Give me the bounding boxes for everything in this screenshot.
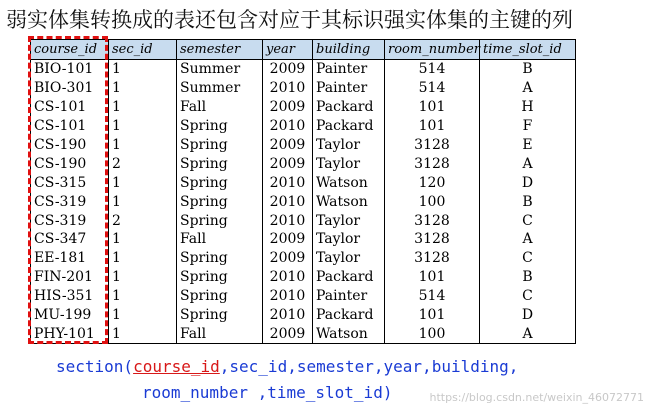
- cell-building: Watson: [313, 173, 385, 192]
- cell-room-number: 100: [385, 324, 480, 343]
- cell-year: 2009: [263, 98, 313, 117]
- cell-sec-id: 1: [109, 324, 177, 343]
- table-row: [31, 287, 576, 306]
- cell-sec-id: 2: [109, 154, 177, 173]
- column-header-sec-id: sec_id: [109, 40, 177, 60]
- table-row: [31, 98, 576, 117]
- cell-time-slot-id: A: [480, 230, 576, 249]
- cell-semester: Spring: [177, 306, 263, 325]
- cell-course-id: BIO-301: [31, 79, 109, 98]
- cell-year: 2009: [263, 249, 313, 268]
- cell-course-id: CS-190: [31, 136, 109, 155]
- cell-semester: Fall: [177, 324, 263, 343]
- cell-building: Taylor: [313, 249, 385, 268]
- table-row: [31, 192, 576, 211]
- column-header-room-number: room_number: [385, 40, 480, 60]
- cell-year: 2009: [263, 230, 313, 249]
- cell-building: Painter: [313, 60, 385, 79]
- cell-sec-id: 1: [109, 60, 177, 79]
- cell-room-number: 101: [385, 268, 480, 287]
- cell-building: Packard: [313, 98, 385, 117]
- cell-room-number: 514: [385, 60, 480, 79]
- table-row: [31, 211, 576, 230]
- cell-building: Taylor: [313, 154, 385, 173]
- cell-sec-id: 1: [109, 136, 177, 155]
- cell-semester: Spring: [177, 249, 263, 268]
- cell-sec-id: 1: [109, 117, 177, 136]
- cell-time-slot-id: B: [480, 268, 576, 287]
- cell-year: 2010: [263, 211, 313, 230]
- cell-room-number: 100: [385, 192, 480, 211]
- cell-time-slot-id: H: [480, 98, 576, 117]
- table-body: [31, 60, 576, 344]
- cell-building: Watson: [313, 192, 385, 211]
- cell-time-slot-id: B: [480, 60, 576, 79]
- cell-sec-id: 1: [109, 192, 177, 211]
- cell-year: 2009: [263, 324, 313, 343]
- cell-year: 2010: [263, 192, 313, 211]
- cell-room-number: 3128: [385, 230, 480, 249]
- cell-time-slot-id: C: [480, 287, 576, 306]
- cell-time-slot-id: E: [480, 136, 576, 155]
- cell-room-number: 3128: [385, 136, 480, 155]
- cell-semester: Spring: [177, 211, 263, 230]
- cell-year: 2010: [263, 306, 313, 325]
- table-row: [31, 154, 576, 173]
- table-row: [31, 117, 576, 136]
- cell-semester: Spring: [177, 192, 263, 211]
- cell-building: Taylor: [313, 136, 385, 155]
- cell-semester: Spring: [177, 117, 263, 136]
- section-table-container: [30, 39, 575, 344]
- cell-building: Taylor: [313, 211, 385, 230]
- cell-sec-id: 1: [109, 249, 177, 268]
- cell-semester: Fall: [177, 98, 263, 117]
- cell-year: 2010: [263, 268, 313, 287]
- cell-building: Packard: [313, 268, 385, 287]
- cell-building: Watson: [313, 324, 385, 343]
- table-row: [31, 268, 576, 287]
- schema-key-attribute: course_id: [133, 357, 220, 376]
- schema-line-2: room_number ,time_slot_id): [142, 383, 393, 402]
- cell-course-id: CS-101: [31, 98, 109, 117]
- page-heading: 弱实体集转换成的表还包含对应于其标识强实体集的主键的列: [6, 8, 573, 32]
- cell-time-slot-id: A: [480, 79, 576, 98]
- cell-room-number: 101: [385, 306, 480, 325]
- cell-sec-id: 1: [109, 230, 177, 249]
- cell-semester: Spring: [177, 154, 263, 173]
- cell-time-slot-id: D: [480, 306, 576, 325]
- cell-year: 2010: [263, 287, 313, 306]
- cell-year: 2009: [263, 60, 313, 79]
- table-row: [31, 60, 576, 79]
- cell-course-id: MU-199: [31, 306, 109, 325]
- column-header-year: year: [263, 40, 313, 60]
- column-header-time-slot-id: time_slot_id: [480, 40, 576, 60]
- cell-course-id: CS-319: [31, 211, 109, 230]
- cell-building: Painter: [313, 287, 385, 306]
- cell-year: 2010: [263, 117, 313, 136]
- schema-attributes: ,sec_id,semester,year,building,: [219, 357, 519, 376]
- schema-line-1: [56, 354, 518, 380]
- cell-sec-id: 1: [109, 268, 177, 287]
- cell-semester: Spring: [177, 136, 263, 155]
- cell-semester: Summer: [177, 60, 263, 79]
- cell-sec-id: 1: [109, 98, 177, 117]
- table-row: [31, 306, 576, 325]
- cell-course-id: CS-190: [31, 154, 109, 173]
- cell-room-number: 120: [385, 173, 480, 192]
- table-row: [31, 79, 576, 98]
- cell-sec-id: 1: [109, 306, 177, 325]
- cell-room-number: 3128: [385, 154, 480, 173]
- schema-prefix: section(: [56, 357, 134, 376]
- cell-time-slot-id: D: [480, 173, 576, 192]
- cell-time-slot-id: C: [480, 249, 576, 268]
- cell-room-number: 3128: [385, 211, 480, 230]
- cell-course-id: CS-101: [31, 117, 109, 136]
- cell-semester: Spring: [177, 287, 263, 306]
- cell-course-id: CS-347: [31, 230, 109, 249]
- cell-course-id: PHY-101: [31, 324, 109, 343]
- cell-sec-id: 2: [109, 211, 177, 230]
- cell-sec-id: 1: [109, 173, 177, 192]
- table-row: [31, 249, 576, 268]
- cell-time-slot-id: A: [480, 324, 576, 343]
- cell-time-slot-id: F: [480, 117, 576, 136]
- cell-semester: Summer: [177, 79, 263, 98]
- watermark: https://blog.csdn.net/weixin_46072771: [429, 391, 644, 404]
- cell-year: 2009: [263, 154, 313, 173]
- cell-room-number: 514: [385, 79, 480, 98]
- cell-year: 2010: [263, 79, 313, 98]
- cell-semester: Spring: [177, 268, 263, 287]
- cell-course-id: CS-319: [31, 192, 109, 211]
- cell-course-id: CS-315: [31, 173, 109, 192]
- cell-sec-id: 1: [109, 287, 177, 306]
- cell-room-number: 514: [385, 287, 480, 306]
- table-row: [31, 173, 576, 192]
- cell-time-slot-id: A: [480, 154, 576, 173]
- cell-course-id: HIS-351: [31, 287, 109, 306]
- cell-year: 2010: [263, 173, 313, 192]
- column-header-semester: semester: [177, 40, 263, 60]
- cell-building: Packard: [313, 117, 385, 136]
- table-row: [31, 136, 576, 155]
- cell-year: 2009: [263, 136, 313, 155]
- cell-time-slot-id: C: [480, 211, 576, 230]
- table-row: [31, 230, 576, 249]
- cell-semester: Fall: [177, 230, 263, 249]
- cell-sec-id: 1: [109, 79, 177, 98]
- cell-building: Taylor: [313, 230, 385, 249]
- cell-course-id: EE-181: [31, 249, 109, 268]
- table-row: [31, 324, 576, 343]
- cell-room-number: 101: [385, 98, 480, 117]
- cell-course-id: BIO-101: [31, 60, 109, 79]
- column-header-course-id: course_id: [31, 40, 109, 60]
- cell-course-id: FIN-201: [31, 268, 109, 287]
- table-header-row: [31, 40, 576, 60]
- cell-room-number: 3128: [385, 249, 480, 268]
- column-header-building: building: [313, 40, 385, 60]
- cell-building: Packard: [313, 306, 385, 325]
- cell-building: Painter: [313, 79, 385, 98]
- cell-semester: Spring: [177, 173, 263, 192]
- cell-room-number: 101: [385, 117, 480, 136]
- section-relation-table: [30, 39, 576, 344]
- cell-time-slot-id: B: [480, 192, 576, 211]
- primary-key-highlight-box: [28, 36, 108, 344]
